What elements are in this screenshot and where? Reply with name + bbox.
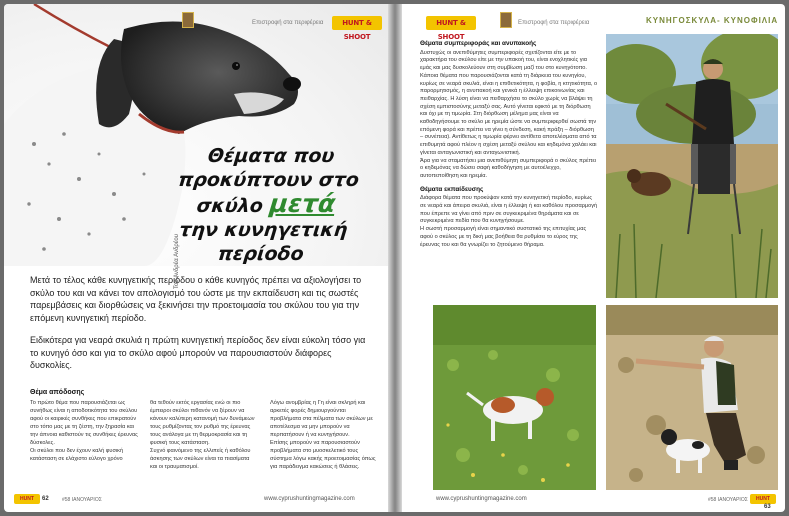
issue-label: #58 ΙΑΝΟΥΑΡΙΟΣ [62,497,102,503]
title-line-2: προκύπτουν στο [177,169,361,191]
right-text-column [420,40,598,249]
author-byline: Του Ανδρέα Ανδρέου [174,233,180,289]
title-line-5: την κυνηγετική [178,219,349,241]
title-line-3-wrap [160,189,373,218]
section-body-training: Διάφορα θέματα που προκύψαν κατά την κυνηγετική περίοδο, κυρίως σε νεαρά και άπειρα σκυλιά, είναι η έλλειψη ή και καθόλου προσαρμογή που έπρεπε να γίνει από πριν σε συγκεκριμένα θηράματα και σε συγκεκριμένα πεδία που θα κυνηγήσουμε. Η σωστή προσαρμογή είναι σημαντικό συστατικό της επιτυχίας μας αφού ο σκύλος με τη δική μας βοήθεια θα ρυθμίσει το εύρος της έρευνας του και θα γνωρίζει το ζητούμενο θήραμα. [420,195,598,248]
section-heading-training: Θέματα εκπαίδευσης [420,185,484,193]
hunter-sitting-photo [606,34,778,298]
header-logo: HUNT & SHOOT [426,16,476,30]
left-body-columns [30,389,380,471]
trainer-with-dog-photo [606,305,778,490]
footer-logo: HUNT [14,494,40,504]
left-header [208,14,384,41]
right-footer [412,494,776,510]
section-heading-performance: Θέμα απόδοσης [30,389,85,396]
article-title [155,144,378,266]
header-logo: HUNT & SHOOT [332,16,382,30]
intro-paragraph-2: Ειδικότερα για νεαρά σκυλιά η πρώτη κυνηγετική περίοδος δεν είναι εύκολη τόσο για το κυνηγό όσο και για το σκύλο αφού μπορούν να παρουσιαστούν διάφορες δυσκολίες. [30,335,366,370]
intro-text [30,274,376,372]
right-page [402,4,785,512]
website-url[interactable]: www.cyprushuntingmagazine.com [264,496,355,502]
section-heading-behaviour: Θέματα συμπεριφοράς και ανυπακοής [420,40,537,47]
header-small-text: Επιστροφή στα περιφέρεια [252,20,324,26]
header-small-text: Επιστροφή στα περιφέρεια [518,20,590,26]
section-body-behaviour: Δυστυχώς οι ανεπιθύμητες συμπεριφορές σχετίζονται είτε με το χαρακτήρα του σκύλου είτε με την υπακοή του, είναι ενοχλητικές για εμάς και μας δυσκολεύουν στη συμβίωση μαζί του στο κυνηγότοπο. Κάποια θέματα που παρουσιάζονται κατά τη διάρκεια του κυνηγίου, κυρίως σε νεαρά σκυλιά, είναι η επιθετικότητα, η φοβία, η κτητικότητα, ο παρορμητισμός, η ανυπακοή και γενικά η έλλειψη επικοινωνίας και πειθαρχίας. Η λύση είναι να πειθαρχήσει το σκύλο χωρίς να βλάψει τη σχέση εμπιστοσύνης μεταξύ σας. Αυτό γίνεται εφικτό με τη διόρθωση και όχι με τη τιμωρία. Στη διόρθωση μέλημα μας είναι να καθοδηγήσουμε το σκύλο με ηρεμία ώστε να συμπεριφερθεί σωστά την επόμενη φορά και πρέπει να γίνει η σύνδεση, κακή πράξη – διόρθωση – συνέπεια). Αντίθετως η τιμωρία φέρνει αντίθετα αποτελέσματα από τα επιθυμητά αφού πλέον η σχέση μεταξύ σκύλου και κηδεμόνα χαλάει και γίνεται ανταγωνιστική και ανταγωνιστική. Άρα για να σταματήσει μια ανεπιθύμητη συμπεριφορά ο σκύλος πρέπει ο κηδεμόνας να δώσει σαφή καθοδήγηση με αυτοέλεγχο, αυτοπεποίθηση και ηρεμία. [420,49,598,179]
title-line-3: σκύλο [195,195,265,217]
title-line-6: περίοδο [216,243,305,265]
website-url[interactable]: www.cyprushuntingmagazine.com [436,496,527,502]
page-number: 63 [764,504,771,510]
left-footer [14,494,378,506]
footer-logo: HUNT [750,494,776,504]
page-number: 62 [42,496,49,502]
magazine-badge-icon [182,12,194,28]
left-page [4,4,388,512]
intro-paragraph-1: Μετά το τέλος κάθε κυνηγετικής περιόδου ο κάθε κυνηγός πρέπει να αξιολογήσει το σκύλο του και να κάνει τον απολογισμό του ώστε με την εκπαίδευση και τις σωστές παρεμβάσεις και διορθώσεις να ξεκινήσει την προετοιμασία του σκύλου του για την επόμενη κυνηγετική περίοδο. [30,275,362,323]
magazine-badge-icon [500,12,512,28]
dog-in-field-photo [433,305,596,490]
spread-gutter [388,4,402,512]
title-line-1: Θέματα που [206,145,336,167]
body-column-2: θα τεθούν εκτός εργασίας ενώ οι πιο έμπειροι σκύλοι πιθανόν να ξέρουν να κάνουν καλύτερη κατανομή των δυνάμεων τους ρυθμίζοντας τον ρυθμό της έρευνας τους ανάλογα με τη θερμοκρασία και τη φυσική τους κατάσταση. Συχνό φαινόμενο της ελλιπείς ή καθόλου άσκησης των σκύλων είναι τα πιασίματα και οι τραυματισμοί. [150,400,255,470]
category-label: ΚΥΝΗΓΟΣΚΥΛΑ- ΚΥΝΟΦΙΛΙΑ [646,16,779,25]
title-accent-word: μετά [268,189,337,218]
body-column-3: Λόγω ανομβρίας η Γη είναι σκληρή και αρκετές φορές δημιουργούνται προβλήματα στα πέλματα των σκύλων με αποτέλεσμα να μην μπορούν να περπατήσουν ή να κυνηγήσουν. Επίσης μπορούν να παρουσιαστούν προβλήματα στο μυοσκελετικό τους σύστημα λόγω κακής προετοιμασίας όπως για παράδειγμα κακώσεις ή θλάσεις. [270,400,376,470]
body-column-1: Το πρώτο θέμα που παρουσιάζεται ως συνήθως είναι η αποδοτικότητα του σκύλου αφού οι καιρικές συνθήκες που επικρατούν στο τόπο μας με τη ζέστη, την ξηρασία και την άπνοια καθιστούν τις συνθήκες έρευνας δύσκολες. Οι σκύλοι που δεν έχουν καλή φυσική κατάσταση σε ελάχιστο εύλογο χρόνο [30,400,138,462]
issue-label: #58 ΙΑΝΟΥΑΡΙΟΣ [708,497,748,503]
right-header [422,14,782,41]
